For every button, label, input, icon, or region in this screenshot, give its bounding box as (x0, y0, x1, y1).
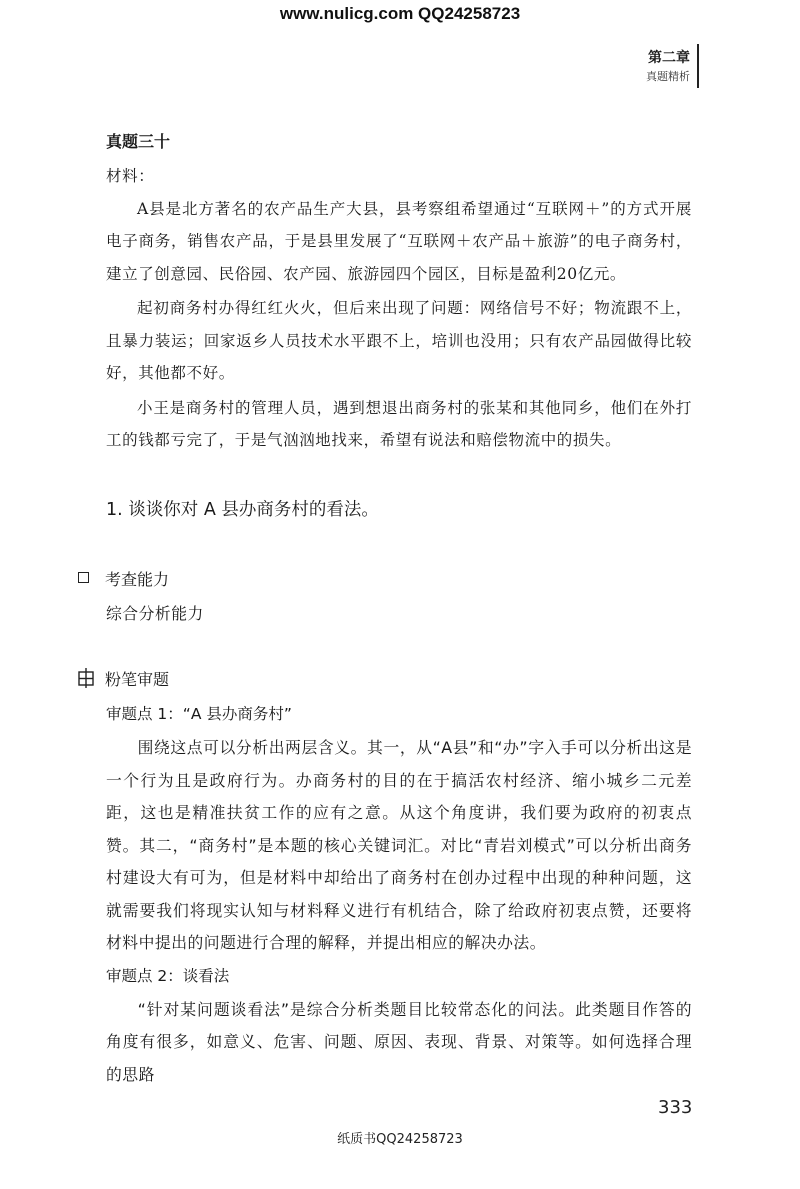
material-block (106, 128, 692, 457)
chapter-title: 第二章 (648, 50, 690, 66)
review-point-1-label: 审题点 1：“A 县办商务村” (106, 705, 292, 723)
ability-text: 综合分析能力 (106, 604, 204, 623)
material-label: 材料： (106, 167, 155, 185)
ability-content (106, 598, 692, 631)
split-square-icon (78, 667, 96, 689)
page-number: 333 (658, 1097, 693, 1118)
review-heading-text: 粉笔审题 (105, 670, 170, 689)
review-point-2-label: 审题点 2：谈看法 (106, 966, 230, 985)
material-paragraph: A县是北方著名的农产品生产大县，县考察组希望通过“互联网＋”的方式开展电子商务，销售农产品，于是县里发展了“互联网＋农产品＋旅游”的电子商务村，建立了创意园、民俗园、农产园、旅游园四个园区，目标是盈利20亿元。 (106, 199, 692, 283)
chapter-divider (697, 44, 699, 88)
bottom-watermark: 纸质书QQ24258723 (337, 1132, 463, 1147)
question-title: 1. 谈谈你对 A 县办商务村的看法。 (106, 500, 379, 520)
review-heading (78, 666, 169, 694)
material-paragraph: 起初商务村办得红红火火，但后来出现了问题：网络信号不好；物流跟不上，且暴力装运；回家返乡人员技术水平跟不上，培训也没用；只有农产品园做得比较好，其他都不好。 (106, 299, 692, 382)
ability-heading-text: 考查能力 (105, 570, 170, 589)
material-paragraph: 小王是商务村的管理人员，遇到想退出商务村的张某和其他同乡，他们在外打工的钱都亏完了，于是气汹汹地找来，希望有说法和赔偿物流中的损失。 (106, 398, 692, 449)
chapter-subtitle: 真题精析 (646, 70, 690, 83)
ability-heading (78, 566, 169, 594)
problem-title: 真题三十 (106, 132, 171, 151)
chapter-header (646, 48, 690, 86)
review-point-2-text: “针对某问题谈看法”是综合分析类题目比较常态化的问法。此类题目作答的角度有很多，如意义、危害、问题、原因、表现、背景、对策等。如何选择合理的思路 (106, 999, 692, 1084)
review-point-1-text: 围绕这点可以分析出两层含义。其一，从“A县”和“办”字入手可以分析出这是一个行为且是政府行为。办商务村的目的在于搞活农村经济、缩小城乡二元差距，这也是精准扶贫工作的应有之意。从这个角度讲，我们要为政府的初衷点赞。其二，“商务村”是本题的核心关键词汇。对比“青岩刘模式”可以分析出商务村建设大有可为，但是材料中却给出了商务村在创办过程中出现的种种问题，这就需要我们将现实认知与材料释义进行有机结合，除了给政府初衷点赞，还要将材料中提出的问题进行合理的解释，并提出相应的解决办法。 (106, 738, 692, 952)
review-content (106, 698, 692, 1091)
square-bullet-icon (78, 572, 89, 583)
top-watermark: www.nulicg.com QQ24258723 (279, 4, 521, 23)
